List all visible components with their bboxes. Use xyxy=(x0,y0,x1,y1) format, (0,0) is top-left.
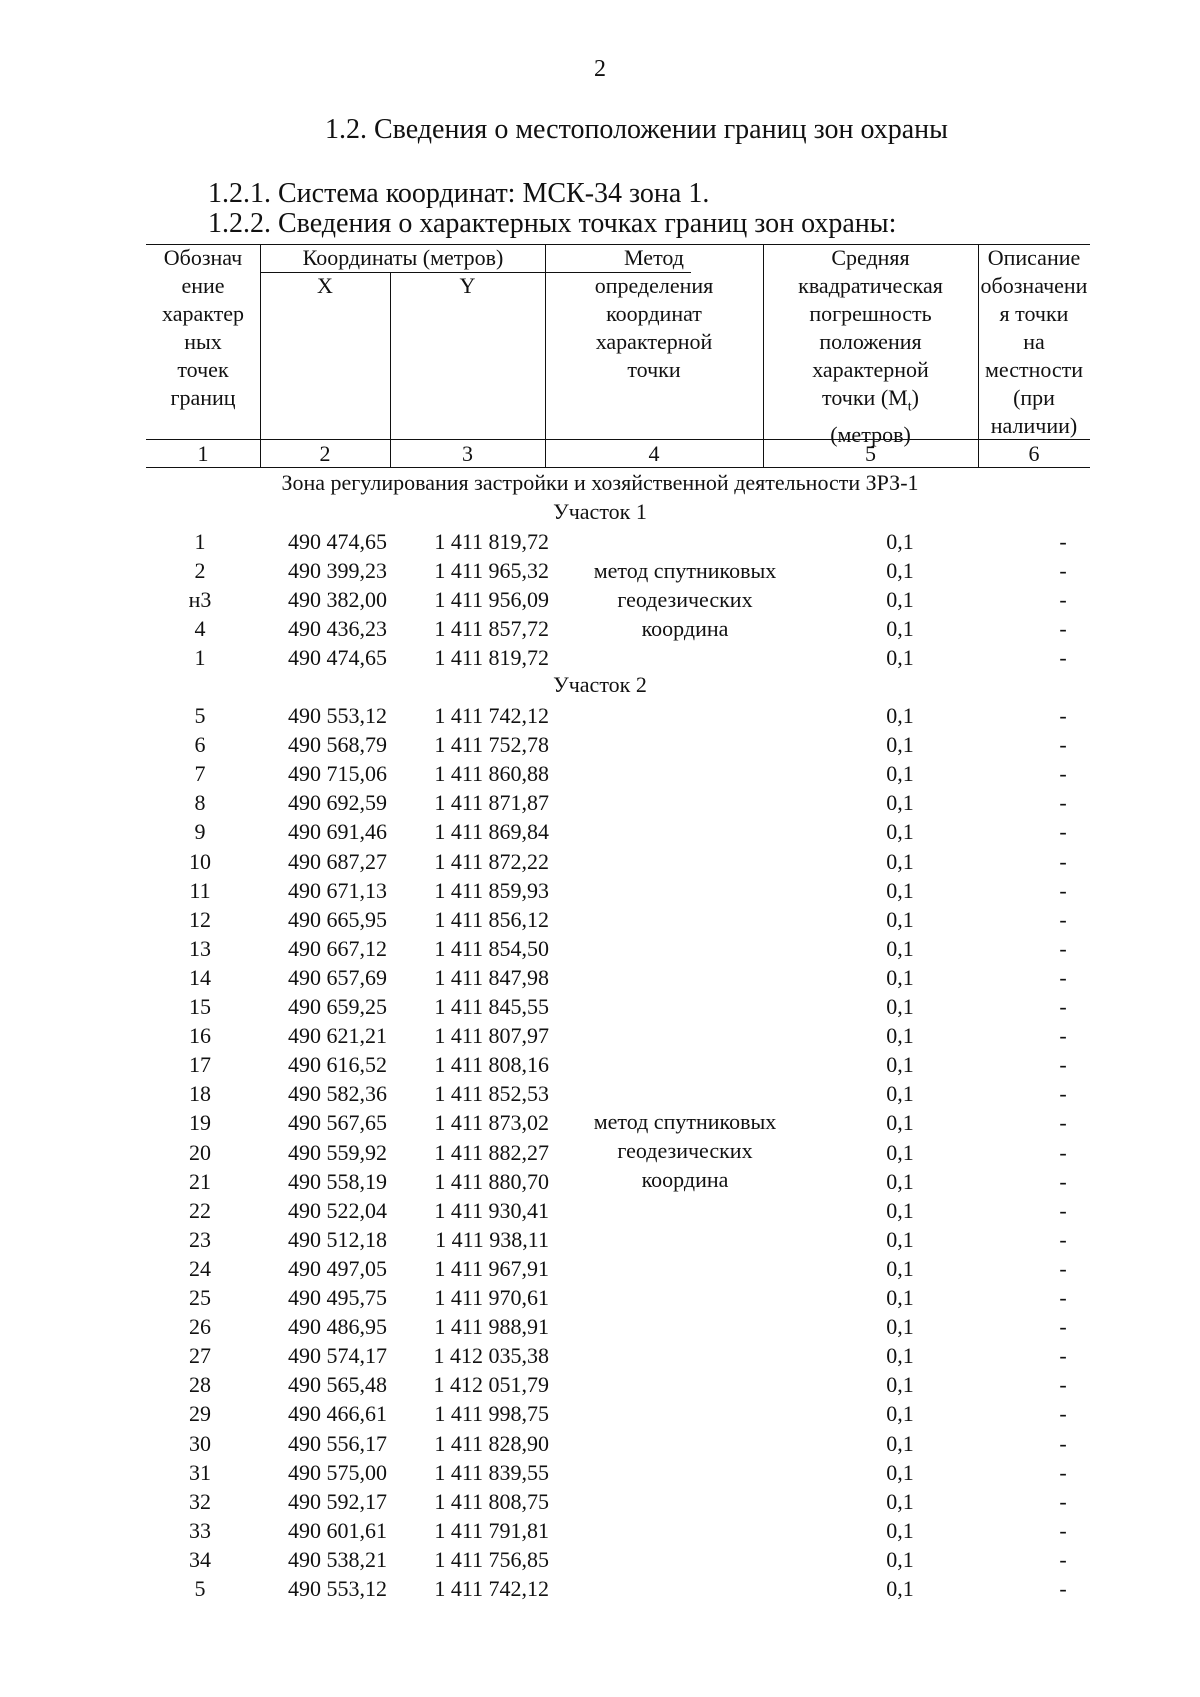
mt-value: 0,1 xyxy=(886,1226,914,1252)
zone-title: Зона регулирования застройки и хозяйственной деятельности ЗРЗ-1 xyxy=(281,470,919,495)
table-row xyxy=(0,1429,1200,1458)
table-row xyxy=(0,527,1200,556)
point-number: 1 xyxy=(194,529,206,554)
description: - xyxy=(1059,790,1067,816)
point-number: 10 xyxy=(189,848,211,874)
x-value: 490 692,59 xyxy=(288,790,387,816)
table-row xyxy=(0,876,1200,905)
y-value: 1 411 857,72 xyxy=(434,616,549,641)
table-row xyxy=(0,934,1200,963)
description: - xyxy=(1059,529,1067,554)
point-number: 27 xyxy=(189,1343,211,1369)
point-number: 14 xyxy=(189,964,211,990)
y-value: 1 411 930,41 xyxy=(434,1197,549,1223)
point-number: 4 xyxy=(194,616,206,641)
table-row xyxy=(0,1487,1200,1516)
point-number: 19 xyxy=(189,1110,211,1136)
point-number: 5 xyxy=(194,1576,206,1601)
point-number: 17 xyxy=(189,1052,211,1078)
description: - xyxy=(1059,1488,1067,1514)
header-divider xyxy=(390,272,391,468)
header-mean-error: Средняя квадратическая погрешность положения характерной точки $(M_t)$ (метров) xyxy=(798,245,943,448)
x-value: 490 691,46 xyxy=(288,819,387,845)
description: - xyxy=(1059,1372,1067,1398)
y-value: 1 411 852,53 xyxy=(434,1081,549,1107)
column-number: 5 xyxy=(865,441,876,466)
description: - xyxy=(1059,761,1067,787)
point-number: 16 xyxy=(189,1023,211,1049)
description: - xyxy=(1059,645,1067,670)
description: - xyxy=(1059,1459,1067,1485)
mt-value: 0,1 xyxy=(886,1081,914,1107)
description: - xyxy=(1059,994,1067,1019)
y-value: 1 411 819,72 xyxy=(434,529,549,554)
header-description: Описание обозначени я точки на местности (при наличии) xyxy=(980,245,1088,438)
y-value: 1 411 967,91 xyxy=(434,1255,549,1281)
y-value: 1 411 847,98 xyxy=(434,964,549,990)
x-value: 490 474,65 xyxy=(288,645,387,670)
point-number: 15 xyxy=(189,994,211,1019)
table-row xyxy=(0,847,1200,876)
x-value: 490 382,00 xyxy=(288,587,387,612)
y-value: 1 411 859,93 xyxy=(434,877,549,903)
description: - xyxy=(1059,1255,1067,1281)
x-value: 490 565,48 xyxy=(288,1372,387,1398)
mt-value: 0,1 xyxy=(886,732,914,758)
description: - xyxy=(1059,906,1067,932)
y-value: 1 411 871,87 xyxy=(434,790,549,816)
description: - xyxy=(1059,1401,1067,1427)
x-value: 490 495,75 xyxy=(288,1285,387,1310)
point-number: 2 xyxy=(194,558,206,583)
mt-value: 0,1 xyxy=(886,587,914,612)
x-value: 490 512,18 xyxy=(288,1226,387,1252)
y-value: 1 411 791,81 xyxy=(434,1517,549,1543)
x-value: 490 466,61 xyxy=(288,1401,387,1427)
description: - xyxy=(1059,1110,1067,1136)
table-row xyxy=(0,1079,1200,1108)
description: - xyxy=(1059,732,1067,758)
table-row xyxy=(0,788,1200,817)
x-value: 490 665,95 xyxy=(288,906,387,932)
table-row xyxy=(0,1574,1200,1603)
section-title: 1.2. Сведения о местоположении границ зон охраны xyxy=(325,114,948,145)
table-row xyxy=(0,1545,1200,1574)
point-number: 1 xyxy=(194,645,206,670)
point-number: 34 xyxy=(189,1546,211,1572)
mt-value: 0,1 xyxy=(886,964,914,990)
y-value: 1 411 845,55 xyxy=(434,994,549,1019)
mt-value: 0,1 xyxy=(886,1052,914,1078)
y-value: 1 411 752,78 xyxy=(434,732,549,758)
x-value: 490 687,27 xyxy=(288,848,387,874)
description: - xyxy=(1059,1197,1067,1223)
mt-value: 0,1 xyxy=(886,1517,914,1543)
mt-value: 0,1 xyxy=(886,645,914,670)
y-value: 1 411 965,32 xyxy=(434,558,549,583)
y-value: 1 411 807,97 xyxy=(434,1023,549,1049)
x-value: 490 715,06 xyxy=(288,761,387,787)
description: - xyxy=(1059,1343,1067,1369)
mt-value: 0,1 xyxy=(886,616,914,641)
y-value: 1 411 869,84 xyxy=(434,819,549,845)
point-number: 28 xyxy=(189,1372,211,1398)
description: - xyxy=(1059,964,1067,990)
mt-value: 0,1 xyxy=(886,1401,914,1427)
table-row xyxy=(0,1458,1200,1487)
description: - xyxy=(1059,819,1067,845)
x-value: 490 671,13 xyxy=(288,877,387,903)
table-row xyxy=(0,1516,1200,1545)
mt-value: 0,1 xyxy=(886,1314,914,1340)
point-number: 8 xyxy=(194,790,206,816)
parcel-title: Участок 1 xyxy=(553,499,647,524)
mt-value: 0,1 xyxy=(886,877,914,903)
x-value: 490 497,05 xyxy=(288,1255,387,1281)
x-value: 490 601,61 xyxy=(288,1517,387,1543)
mt-value: 0,1 xyxy=(886,1343,914,1369)
x-value: 490 621,21 xyxy=(288,1023,387,1049)
mt-value: 0,1 xyxy=(886,1546,914,1572)
point-number: 5 xyxy=(194,703,206,728)
x-value: 490 558,19 xyxy=(288,1168,387,1194)
description: - xyxy=(1059,848,1067,874)
y-value: 1 411 854,50 xyxy=(434,935,549,961)
x-value: 490 567,65 xyxy=(288,1110,387,1136)
description: - xyxy=(1059,1517,1067,1543)
y-value: 1 411 808,75 xyxy=(434,1488,549,1514)
y-value: 1 411 808,16 xyxy=(434,1052,549,1078)
y-value: 1 411 742,12 xyxy=(434,703,549,728)
x-value: 490 574,17 xyxy=(288,1343,387,1369)
point-number: 26 xyxy=(189,1314,211,1340)
description: - xyxy=(1059,1314,1067,1340)
table-row xyxy=(0,1021,1200,1050)
mt-value: 0,1 xyxy=(886,1139,914,1165)
column-number: 1 xyxy=(197,441,209,466)
y-value: 1 411 819,72 xyxy=(434,645,549,670)
table-row xyxy=(0,1370,1200,1399)
x-value: 490 522,04 xyxy=(288,1197,387,1223)
description: - xyxy=(1059,1023,1067,1049)
mt-value: 0,1 xyxy=(886,1285,914,1310)
mt-value: 0,1 xyxy=(886,1459,914,1485)
description: - xyxy=(1059,1139,1067,1165)
mt-value: 0,1 xyxy=(886,848,914,874)
mt-value: 0,1 xyxy=(886,1430,914,1456)
mt-value: 0,1 xyxy=(886,1576,914,1601)
x-value: 490 553,12 xyxy=(288,703,387,728)
mt-value: 0,1 xyxy=(886,819,914,845)
column-number: 4 xyxy=(648,441,660,466)
mt-value: 0,1 xyxy=(886,1372,914,1398)
header-coordinates: Координаты (метров) xyxy=(302,245,504,270)
coordinate-system-line: 1.2.1. Система координат: МСК-34 зона 1. xyxy=(208,178,710,209)
page-number: 2 xyxy=(594,56,606,82)
mt-value: 0,1 xyxy=(886,761,914,787)
x-value: 490 592,17 xyxy=(288,1488,387,1514)
description: - xyxy=(1059,1168,1067,1194)
y-value: 1 411 742,12 xyxy=(434,1576,549,1601)
table-row xyxy=(0,1254,1200,1283)
x-value: 490 436,23 xyxy=(288,616,387,641)
description: - xyxy=(1059,703,1067,728)
y-value: 1 411 860,88 xyxy=(434,761,549,787)
y-value: 1 411 988,91 xyxy=(434,1314,549,1340)
table-row xyxy=(0,1341,1200,1370)
method-label: метод спутниковых геодезических координа xyxy=(593,558,777,641)
table-row xyxy=(0,701,1200,730)
header-method: Метод определения координат характерной точки xyxy=(594,245,714,382)
table-row xyxy=(0,730,1200,759)
y-value: 1 411 938,11 xyxy=(435,1226,549,1252)
column-number: 3 xyxy=(462,441,473,466)
method-label: метод спутниковых геодезических координа xyxy=(593,1109,777,1192)
point-number: 25 xyxy=(189,1285,211,1310)
column-number: 6 xyxy=(1028,441,1040,466)
description: - xyxy=(1059,1052,1067,1078)
points-info-line: 1.2.2. Сведения о характерных точках границ зон охраны: xyxy=(208,208,897,239)
y-value: 1 412 035,38 xyxy=(433,1343,549,1369)
x-value: 490 553,12 xyxy=(288,1576,387,1601)
point-number: 23 xyxy=(189,1226,211,1252)
x-value: 490 575,00 xyxy=(288,1459,387,1485)
table-row xyxy=(0,1050,1200,1079)
mt-value: 0,1 xyxy=(886,935,914,961)
y-value: 1 411 872,22 xyxy=(434,848,549,874)
column-number: 2 xyxy=(319,441,331,466)
table-row xyxy=(0,1283,1200,1312)
x-value: 490 399,23 xyxy=(288,558,387,583)
x-value: 490 659,25 xyxy=(288,994,387,1019)
description: - xyxy=(1059,587,1067,612)
table-row xyxy=(0,1196,1200,1225)
header-bottom-rule xyxy=(146,467,1090,468)
y-value: 1 411 828,90 xyxy=(434,1430,549,1456)
x-value: 490 667,12 xyxy=(288,935,387,961)
description: - xyxy=(1059,1285,1067,1310)
table-row xyxy=(0,759,1200,788)
point-number: 21 xyxy=(189,1168,211,1194)
mt-value: 0,1 xyxy=(886,1197,914,1223)
table-row xyxy=(0,643,1200,672)
mt-value: 0,1 xyxy=(886,558,914,583)
x-value: 490 568,79 xyxy=(288,732,387,758)
table-header xyxy=(146,244,1090,468)
point-number: 11 xyxy=(189,877,211,903)
point-number: 20 xyxy=(189,1139,211,1165)
point-number: 6 xyxy=(194,732,206,758)
description: - xyxy=(1059,1430,1067,1456)
description: - xyxy=(1059,935,1067,961)
y-value: 1 411 998,75 xyxy=(434,1401,549,1427)
mt-value: 0,1 xyxy=(886,1023,914,1049)
point-number: 24 xyxy=(189,1255,211,1281)
point-number: 32 xyxy=(189,1488,211,1514)
mt-value: 0,1 xyxy=(886,1110,914,1136)
x-value: 490 657,69 xyxy=(288,964,387,990)
x-value: 490 556,17 xyxy=(288,1430,387,1456)
header-point-designation: Обознач ение характер ных точек границ xyxy=(161,245,245,410)
mt-value: 0,1 xyxy=(886,906,914,932)
point-number: 13 xyxy=(189,935,211,961)
description: - xyxy=(1059,1081,1067,1107)
parcel-title: Участок 2 xyxy=(553,672,647,697)
y-value: 1 411 873,02 xyxy=(434,1110,549,1136)
y-value: 1 411 756,85 xyxy=(434,1546,549,1572)
mt-value: 0,1 xyxy=(886,529,914,554)
point-number: 12 xyxy=(189,906,211,932)
y-value: 1 411 882,27 xyxy=(434,1139,549,1165)
table-row xyxy=(0,1399,1200,1428)
table-row xyxy=(0,992,1200,1021)
description: - xyxy=(1059,558,1067,583)
mt-value: 0,1 xyxy=(886,994,914,1019)
mt-value: 0,1 xyxy=(886,1488,914,1514)
x-value: 490 538,21 xyxy=(288,1546,387,1572)
y-value: 1 411 956,09 xyxy=(434,587,549,612)
header-x: X xyxy=(317,273,333,298)
description: - xyxy=(1059,616,1067,641)
x-value: 490 559,92 xyxy=(288,1139,387,1165)
table-row xyxy=(0,1225,1200,1254)
y-value: 1 411 970,61 xyxy=(434,1285,549,1310)
description: - xyxy=(1059,1226,1067,1252)
table-row xyxy=(0,963,1200,992)
header-y: Y xyxy=(459,273,476,298)
x-value: 490 616,52 xyxy=(288,1052,387,1078)
description: - xyxy=(1059,1576,1067,1601)
point-number: 29 xyxy=(189,1401,211,1427)
x-value: 490 474,65 xyxy=(288,529,387,554)
y-value: 1 412 051,79 xyxy=(433,1372,549,1398)
table-row xyxy=(0,817,1200,846)
mt-value: 0,1 xyxy=(886,790,914,816)
mt-value: 0,1 xyxy=(886,703,914,728)
point-number: 9 xyxy=(194,819,206,845)
description: - xyxy=(1059,1546,1067,1572)
table-row xyxy=(0,905,1200,934)
mt-value: 0,1 xyxy=(886,1255,914,1281)
y-value: 1 411 839,55 xyxy=(434,1459,549,1485)
point-number: 18 xyxy=(189,1081,211,1107)
x-value: 490 486,95 xyxy=(288,1314,387,1340)
point-number: 33 xyxy=(189,1517,211,1543)
x-value: 490 582,36 xyxy=(288,1081,387,1107)
mt-value: 0,1 xyxy=(886,1168,914,1194)
table-row xyxy=(0,1312,1200,1341)
point-number: н3 xyxy=(188,587,212,612)
y-value: 1 411 880,70 xyxy=(434,1168,549,1194)
point-number: 22 xyxy=(189,1197,211,1223)
y-value: 1 411 856,12 xyxy=(434,906,549,932)
point-number: 31 xyxy=(189,1459,211,1485)
point-number: 30 xyxy=(189,1430,211,1456)
point-number: 7 xyxy=(194,761,206,787)
description: - xyxy=(1059,877,1067,903)
